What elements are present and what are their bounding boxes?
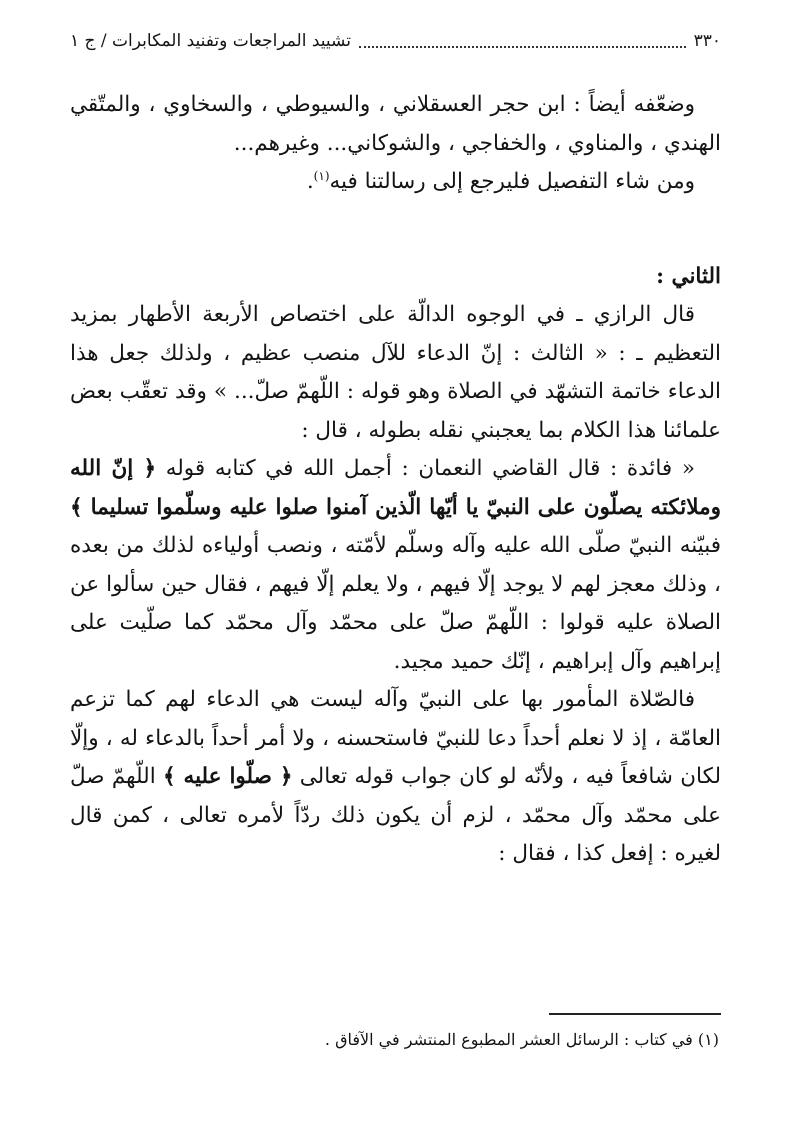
paragraph-1: وضعّفه أيضاً : ابن حجر العسقلاني ، والسيوطي ، والسخاوي ، والمتّقي الهندي ، والمناوي ، والخفاجي ، والشوكاني... وغيرهم... bbox=[70, 92, 721, 156]
running-title: تشييد المراجعات وتفنيد المكابرات / ج ١ bbox=[70, 31, 351, 51]
paragraph-5 bbox=[70, 681, 721, 874]
paragraph-2-text: ومن شاء التفصيل فليرجع إلى رسالتنا فيه bbox=[329, 169, 695, 194]
paragraph-4-rest: فبيّنه النبيّ صلّى الله عليه وآله وسلّم لأمّته ، ونصب أولياءه لذلك من بعده ، وذلك معجز لهم لا يوجد إلّا فيهم ، ولا يعلم إلّا فيهم ، فقال حين سألوا عن الصلاة عليه قولوا : اللّهمّ صلّ على محمّد وآل محمّد كما صلّيت على إبراهيم وآل إبراهيم ، إنّك حميد مجيد. bbox=[70, 533, 721, 674]
section-spacer bbox=[70, 202, 721, 258]
paragraph-5-intro: فالصّلاة المأمور بها على النبيّ وآله ليست هي الدعاء لهم كما تزعم العامّة ، إذ لا نعلم أحداً دعا للنبيّ فاستحسنه ، ولا أمر أحداً بالدعاء له ، وإلّا لكان شافعاً فيه ، ولأنّه لو كان جواب قوله تعالى bbox=[70, 687, 721, 789]
paragraph-3: قال الرازي ـ في الوجوه الدالّة على اختصاص الأربعة الأطهار بمزيد التعظيم ـ : « الثالث : إنّ الدعاء للآل منصب عظيم ، ولذلك جعل هذا الدعاء خاتمة التشهّد في الصلاة وهو قوله : اللّهمّ صلّ... » وقد تعقّب بعض علمائنا هذا الكلام بما يعجبني نقله بطوله ، قال : bbox=[70, 302, 721, 443]
main-text bbox=[70, 86, 721, 874]
footnote-separator bbox=[549, 1013, 721, 1015]
footnote-marker: (١) bbox=[313, 168, 330, 183]
header-dot-leader bbox=[359, 34, 686, 48]
quran-verse-2: ﴿ صلّوا عليه ﴾ bbox=[163, 764, 293, 789]
paragraph-4 bbox=[70, 450, 721, 681]
paragraph-2 bbox=[70, 163, 721, 202]
page-header bbox=[70, 26, 721, 56]
paragraph-4-intro: « فائدة : قال القاضي النعمان : أجمل الله في كتابه قوله bbox=[165, 456, 695, 481]
page-number: ٣٣٠ bbox=[693, 31, 721, 51]
paragraph-5-rest: اللّهمّ صلّ على محمّد وآل محمّد ، لزم أن يكون ذلك ردّاً لأمره تعالى ، كمن قال لغيره : إفعل كذا ، فقال : bbox=[70, 764, 721, 866]
footnote: (١) في كتاب : الرسائل العشر المطبوع المنتشر في الآفاق . bbox=[324, 1030, 719, 1049]
paragraph-2-end: . bbox=[306, 169, 314, 194]
quran-verse-1: ﴿ إنّ الله وملائكته يصلّون على النبيّ يا أيّها الّذين آمنوا صلوا عليه وسلّموا تسليما ﴾ bbox=[70, 456, 721, 520]
section-heading: الثاني : bbox=[656, 263, 721, 289]
